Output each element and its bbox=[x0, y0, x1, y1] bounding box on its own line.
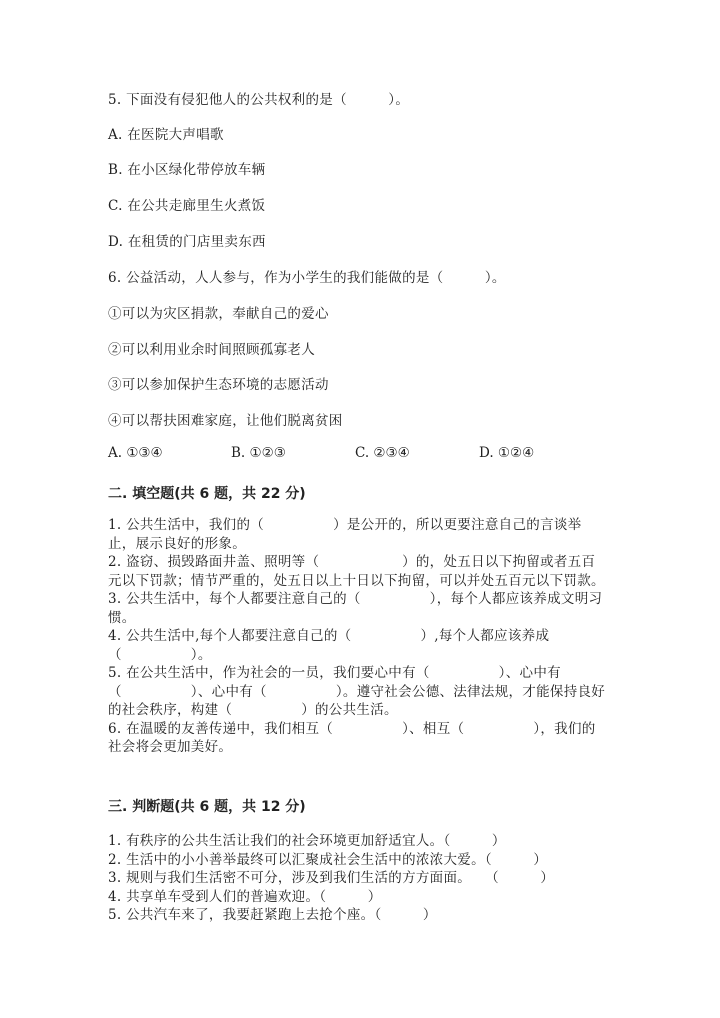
fill-blank-item-1: 1. 公共生活中，我们的（ ）是公开的，所以更要注意自己的言谈举止，展示良好的形象。 bbox=[108, 517, 582, 552]
judgement-item-4: 4. 共享单车受到人们的普遍欢迎。（ ） bbox=[108, 888, 382, 905]
judgement-item-2: 2. 生活中的小小善举最终可以汇聚成社会生活中的浓浓大爱。（ ） bbox=[108, 851, 548, 868]
question-5-option-c: C. 在公共走廊里生火煮饭 bbox=[108, 198, 266, 214]
question-6-option-d: D. ①②④ bbox=[479, 445, 535, 461]
fill-blank-item-5: 5. 在公共生活中，作为社会的一员，我们要心中有（ ）、心中有（ ）、心中有（ ）。遵守社会公德、法律法规，才能保持良好的社会秩序，构建（ ）的公共生活。 bbox=[108, 665, 606, 718]
question-6-statement-1: ①可以为灾区捐款，奉献自己的爱心 bbox=[108, 306, 329, 322]
fill-blank-list bbox=[108, 516, 608, 757]
section-3-heading: 三. 判断题(共 6 题，共 12 分) bbox=[108, 799, 306, 815]
question-6-option-a: A. ①③④ bbox=[108, 445, 163, 461]
question-6-statement-2: ②可以利用业余时间照顾孤寡老人 bbox=[108, 342, 315, 358]
question-5-option-b: B. 在小区绿化带停放车辆 bbox=[108, 162, 266, 178]
judgement-list bbox=[108, 832, 608, 925]
question-6-option-b: B. ①②③ bbox=[231, 445, 286, 461]
question-5-stem: 5. 下面没有侵犯他人的公共权利的是（ ）。 bbox=[108, 92, 410, 108]
fill-blank-item-3: 3. 公共生活中，每个人都要注意自己的（ ），每个人都应该养成文明习惯。 bbox=[108, 591, 603, 626]
fill-blank-item-6: 6. 在温暖的友善传递中，我们相互（ ）、相互（ ），我们的社会将会更加美好。 bbox=[108, 720, 596, 755]
fill-blank-item-4: 4. 公共生活中,每个人都要注意自己的（ ）,每个人都应该养成（ ）。 bbox=[108, 628, 550, 663]
question-5-option-d: D. 在租赁的门店里卖东西 bbox=[108, 234, 266, 250]
question-6-stem: 6. 公益活动，人人参与，作为小学生的我们能做的是（ ）。 bbox=[108, 270, 506, 286]
section-2-heading: 二. 填空题(共 6 题，共 22 分) bbox=[108, 486, 306, 502]
question-6-statement-3: ③可以参加保护生态环境的志愿活动 bbox=[108, 377, 329, 393]
fill-blank-item-2: 2. 盗窃、损毁路面井盖、照明等（ ）的，处五日以下拘留或者五百元以下罚款；情节严重的，处五日以上十日以下拘留，可以并处五百元以下罚款。 bbox=[108, 554, 605, 589]
judgement-item-1: 1. 有秩序的公共生活让我们的社会环境更加舒适宜人。（ ） bbox=[108, 833, 506, 849]
judgement-item-5: 5. 公共汽车来了，我要赶紧跑上去抢个座。（ ） bbox=[108, 907, 437, 923]
question-5-option-a: A. 在医院大声唱歌 bbox=[108, 127, 224, 143]
question-6-statement-4: ④可以帮扶困难家庭，让他们脱离贫困 bbox=[108, 413, 343, 429]
judgement-item-3: 3. 规则与我们生活密不可分，涉及到我们生活的方方面面。 （ ） bbox=[108, 870, 555, 886]
question-6-option-c: C. ②③④ bbox=[355, 445, 410, 461]
